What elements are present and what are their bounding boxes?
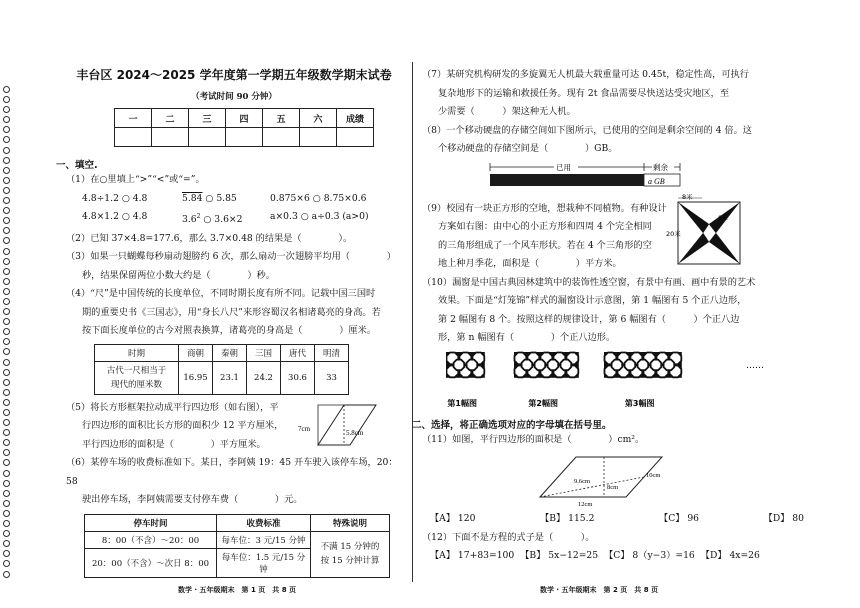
q6-fee-table <box>84 514 390 578</box>
q10-line-4: 形，第 n 幅图有（ ）个正八边形。 <box>438 332 616 343</box>
q3-line-1: （3）如果一只蝴蝶每秒扇动翅膀约 6 次，那么扇动一次翅膀平均用（ ） <box>66 251 396 263</box>
binding-hole <box>3 288 10 295</box>
score-header: 四 <box>226 109 263 128</box>
q5-block <box>66 399 402 455</box>
q10-caption: 第3幅图 <box>624 398 655 408</box>
binding-hole <box>3 86 10 93</box>
q8-remain-label: 剩余 <box>653 162 668 172</box>
score-header: 三 <box>189 109 226 128</box>
option-a[interactable]: 【A】 17+83=100 <box>430 550 515 561</box>
table-header: 商朝 <box>179 344 213 361</box>
q4-line-3: 按下面长度单位的古今对照表换算，诸葛亮的身高是（ ）厘米。 <box>82 325 376 337</box>
binding-hole <box>3 550 10 557</box>
binding-hole <box>3 500 10 507</box>
score-cell[interactable] <box>263 128 300 147</box>
q4-line-2: 期的重要史书《三国志》，用“身长八尺”来形容蜀汉名相诸葛亮的身高。若 <box>82 306 381 318</box>
binding-hole <box>3 560 10 567</box>
left-page <box>56 66 402 578</box>
q5-side-label: 7cm <box>298 424 311 433</box>
binding-hole <box>3 268 10 275</box>
table-header: 特殊说明 <box>311 514 390 531</box>
score-cell[interactable] <box>152 128 189 147</box>
note-line: 不满 15 分钟的 <box>320 542 380 553</box>
table-header: 三国 <box>247 344 281 361</box>
score-cell[interactable] <box>189 128 226 147</box>
table-header: 收费标准 <box>217 514 311 531</box>
section-1-heading: 一、填空. <box>56 160 98 171</box>
q1-item-rest: ○ 5.85 <box>202 192 237 204</box>
q10-line-3: 第 2 幅图有 8 个。按照这样的规律设计，第 6 幅图有（ ）个正八边 <box>438 313 740 325</box>
binding-hole <box>3 409 10 416</box>
q11-parallelogram-figure <box>534 449 674 507</box>
q1-row-2 <box>66 208 402 230</box>
table-cell: 23.1 <box>213 361 247 394</box>
binding-hole <box>3 419 10 426</box>
q2: （2）已知 37×4.8=177.6，那么 3.7×0.48 的结果是（ ）。 <box>66 232 353 244</box>
q9-side-label: 20米 <box>666 229 681 238</box>
binding-hole <box>3 116 10 123</box>
q1-item: a×0.3 ○ a÷0.3 (a>0) <box>270 211 369 222</box>
score-header: 一 <box>115 109 152 128</box>
binding-hole <box>3 207 10 214</box>
octagon <box>612 359 623 370</box>
right-page <box>412 66 834 566</box>
q4-table <box>94 344 349 395</box>
table-cell: 8：00（不含）～20：00 <box>85 531 217 548</box>
binding-hole <box>3 470 10 477</box>
binding-hole <box>3 449 10 456</box>
score-header: 五 <box>263 109 300 128</box>
q12-options <box>422 547 834 566</box>
q8-used-label: 已用 <box>556 162 571 172</box>
q8-a-label: a GB <box>648 176 665 186</box>
binding-hole <box>3 540 10 547</box>
q6-line-1: （6）某停车场的收费标准如下。某日，李阿姨 19：45 开车驶入该停车场，20：58 <box>66 457 398 487</box>
option-d[interactable]: 【D】 4x=26 <box>700 550 760 561</box>
q9-line-3: 的三角形组成了一个风车形状。若在 4 个三角形的空 <box>438 239 652 251</box>
binding-hole <box>3 126 10 133</box>
q7-line-2: 复杂地形下的运输和救援任务。现有 2t 食品需要尽快送达受灾地区，至 <box>438 87 730 99</box>
octagon <box>664 359 675 370</box>
binding-hole <box>3 359 10 366</box>
binding-hole <box>3 106 10 113</box>
q9-line-1: （9）校园有一块正方形的空地，想栽种不同植物。有种设计 <box>422 202 667 214</box>
footer-left: 数学 · 五年级期末 第 1 页 共 8 页 <box>178 586 297 594</box>
exam-subtitle: （考试时间 90 分钟） <box>191 92 277 102</box>
score-cell[interactable] <box>337 128 374 147</box>
q11-options <box>422 510 834 529</box>
q1-label: （1）在○里填上“>”“<”或“=”。 <box>66 174 205 185</box>
score-cell[interactable] <box>226 128 263 147</box>
binding-hole <box>3 258 10 265</box>
table-header: 唐代 <box>281 344 315 361</box>
q5-line-2: 行四边形的面积比长方形的面积少 12 平方厘米， <box>82 420 284 432</box>
table-cell: 20：00（不含）～次日 8：00 <box>85 548 217 577</box>
table-cell: 30.6 <box>281 361 315 394</box>
row-label-line: 古代一尺相当于 <box>106 365 167 376</box>
octagon <box>548 359 559 370</box>
binding-hole <box>3 510 10 517</box>
q9-windmill-figure <box>666 194 742 274</box>
octagon <box>638 359 649 370</box>
binding-hole <box>3 530 10 537</box>
binding-hole <box>3 369 10 376</box>
table-header: 时期 <box>95 344 179 361</box>
table-cell: 33 <box>315 361 349 394</box>
table-cell-note <box>311 531 390 577</box>
option-c[interactable]: 【C】 96 <box>659 513 700 524</box>
q5-line-1: （5）将长方形框架拉动成平行四边形（如右图），平 <box>66 401 279 413</box>
binding-hole <box>3 429 10 436</box>
option-b[interactable]: 【B】 115.2 <box>540 513 595 524</box>
q11-side-label: 10cm <box>646 472 661 479</box>
q10-caption: 第2幅图 <box>528 398 558 408</box>
q9-inner-label: 6米 <box>718 214 728 222</box>
binding-hole <box>3 197 10 204</box>
binding-hole <box>3 520 10 527</box>
q11: （11）如图，平行四边形的面积是（ ）cm²。 <box>422 433 645 445</box>
binding-hole <box>3 217 10 224</box>
q11-height-label: 8cm <box>607 484 619 491</box>
page-divider <box>412 62 413 582</box>
binding-hole <box>3 167 10 174</box>
table-header: 明清 <box>315 344 349 361</box>
q1-item: 4.8÷1.2 ○ 4.8 <box>82 192 148 204</box>
score-header: 六 <box>300 109 337 128</box>
binding-hole <box>3 96 10 103</box>
option-b[interactable]: 【B】 5x−12=25 <box>520 550 599 561</box>
binding-hole <box>3 338 10 345</box>
footer-right: 数学 · 五年级期末 第 2 页 共 8 页 <box>540 586 659 594</box>
q1-item <box>182 208 270 230</box>
q6-line-2: 驶出停车场，李阿姨需要支付停车费（ ）元。 <box>82 494 303 506</box>
binding-holes <box>3 86 12 581</box>
q8-storage-figure <box>484 159 684 197</box>
q8-line-1: （8）一个移动硬盘的存储空间如下图所示，已使用的空间是剩余空间的 4 倍。这 <box>422 124 752 136</box>
binding-hole <box>3 308 10 315</box>
option-d[interactable]: 【D】 80 <box>763 513 804 524</box>
q10-ellipsis: …… <box>746 360 764 371</box>
q1-row-1 <box>66 190 402 209</box>
table-cell: 16.95 <box>179 361 213 394</box>
score-table <box>114 108 374 147</box>
q12: （12）下面不是方程的式子是（ ）。 <box>422 531 595 543</box>
q8-line-2: 个移动硬盘的存储空间是（ ）GB。 <box>438 143 618 154</box>
binding-hole <box>3 298 10 305</box>
section-2-heading: 二、选择，将正确选项对应的字母填在括号里。 <box>412 419 612 431</box>
binding-hole <box>3 136 10 143</box>
q9-block <box>422 193 834 274</box>
q9-line-4: 地上种月季花，面积是（ ）平方米。 <box>438 258 622 269</box>
binding-hole <box>3 187 10 194</box>
binding-hole <box>3 480 10 487</box>
q7-line-3: 少需要（ ）架这种无人机。 <box>438 106 576 117</box>
q1-item: 4.8×1.2 ○ 4.8 <box>82 211 148 222</box>
octagon <box>454 359 465 370</box>
binding-hole <box>3 571 10 578</box>
binding-hole <box>3 157 10 164</box>
table-cell: 24.2 <box>247 361 281 394</box>
binding-hole <box>3 177 10 184</box>
binding-hole <box>3 318 10 325</box>
q10-caption: 第1幅图 <box>447 398 477 408</box>
score-cell[interactable] <box>115 128 152 147</box>
q1-item-main: 5.84 <box>182 192 203 204</box>
octagon <box>467 359 478 370</box>
q10-line-2: 效果。下面是“灯笼锦”样式的漏窗设计示意图，第 1 幅图有 5 个正八边形， <box>438 295 747 306</box>
table-header: 停车时间 <box>85 514 217 531</box>
table-cell: 每车位：3 元/15 分钟 <box>217 531 311 548</box>
option-a[interactable]: 【A】 120 <box>430 513 476 524</box>
octagon <box>561 359 572 370</box>
binding-hole <box>3 459 10 466</box>
binding-hole <box>3 490 10 497</box>
binding-hole <box>3 147 10 154</box>
q7-line-1: （7）某研究机构研发的多旋翼无人机最大载重量可达 0.45t，稳定性高，可执行 <box>422 69 749 80</box>
q1-item: 0.875×6 ○ 8.75×0.6 <box>270 192 367 204</box>
octagon <box>625 359 636 370</box>
q8-used-bar <box>490 174 644 186</box>
table-row-label <box>95 361 179 394</box>
q10-line-1: （10）漏窗是中国古典园林建筑中的装饰性透空窗，有景中有画、画中有景的艺术 <box>422 276 756 288</box>
score-header: 二 <box>152 109 189 128</box>
q10-lattice-figures <box>446 350 786 412</box>
option-c[interactable]: 【C】 8（y−3）=16 <box>604 550 695 561</box>
q5-line-3: 平行四边形的面积是（ ）平方厘米。 <box>82 438 266 450</box>
q11-diag-label: 9.6cm <box>574 478 591 485</box>
row-label-line: 现代的厘米数 <box>110 379 162 390</box>
binding-hole <box>3 328 10 335</box>
score-cell[interactable] <box>300 128 337 147</box>
binding-hole <box>3 389 10 396</box>
binding-hole <box>3 248 10 255</box>
q11-base-label: 12cm <box>578 501 593 507</box>
q5-parallelogram-figure <box>298 401 378 453</box>
table-cell: 每车位：1.5 元/15 分钟 <box>217 548 311 577</box>
q1-item-main: 3.6 <box>182 214 197 226</box>
q5-height-label: 5.8cm <box>346 428 364 437</box>
note-line: 按 15 分钟计算 <box>320 556 380 567</box>
binding-hole <box>3 278 10 285</box>
q1-item-exponent: 2 <box>196 213 201 220</box>
q1-item-rest: ○ 3.6×2 <box>200 214 243 226</box>
binding-hole <box>3 399 10 406</box>
octagon <box>522 359 533 370</box>
exam-title: 丰台区 2024～2025 学年度第一学期五年级数学期末试卷 <box>76 68 392 82</box>
table-header: 秦朝 <box>213 344 247 361</box>
binding-hole <box>3 237 10 244</box>
octagon <box>535 359 546 370</box>
binding-hole <box>3 379 10 386</box>
binding-hole <box>3 348 10 355</box>
q9-line-2: 方案如右图：由中心的小正方形和四周 4 个完全相同 <box>438 221 652 232</box>
binding-hole <box>3 439 10 446</box>
q4-line-1: （4）“尺”是中国传统的长度单位，不同时期长度有所不同。记载中国三国时 <box>66 288 376 300</box>
q9-top-label: 8米 <box>682 193 693 201</box>
q1-item <box>182 190 270 209</box>
octagon <box>651 359 662 370</box>
q3-line-2: 秒，结果保留两位小数大约是（ ）秒。 <box>82 269 275 281</box>
binding-hole <box>3 227 10 234</box>
score-header: 成绩 <box>337 109 374 128</box>
